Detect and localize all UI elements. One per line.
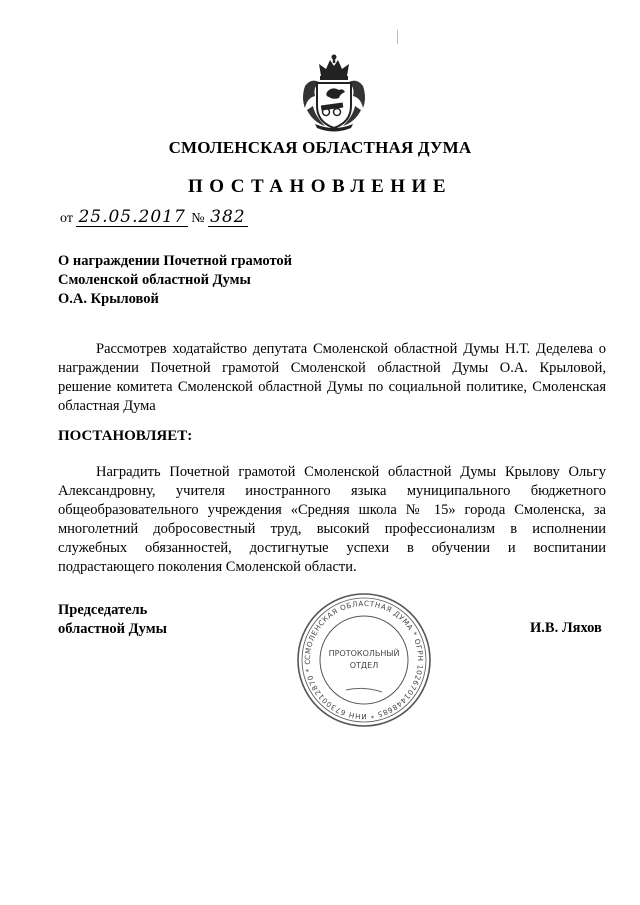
signatory-title-line: Председатель [58,602,148,618]
body-paragraph-2: Наградить Почетной грамотой Смоленской областной Думы Крылову Ольгу Александровну, учителя иностранного языка муниципального бюджетного общеобразовательного учреждения «Средняя школа № 15» города Смоленска, за многолетний добросовестный труд, высокий профессионализм в исполнении служебных обязанностей, достигнутые успехи в обучении и воспитании подрастающего поколения Смоленской области. [58,464,606,575]
subject-line: Смоленской областной Думы [58,272,251,288]
handwritten-date: 25.05.2017 [78,207,186,227]
official-seal-stamp [294,590,434,730]
subject-block [58,252,292,309]
body-paragraph-1: Рассмотрев ходатайство депутата Смоленской областной Думы Н.Т. Деделева о награждении Почетной грамотой Смоленской областной Думы О.А. Крыловой, решение комитета Смоленской областной Думы по социальной политике, Смоленская областная Дума [58,341,606,414]
subject-line: О.А. Крыловой [58,291,159,307]
seal-center-text: ПРОТОКОЛЬНЫЙ [328,649,400,658]
signatory-name: И.В. Ляхов [530,620,602,636]
coat-of-arms-emblem [299,52,369,132]
signatory-title-line: областной Думы [58,621,167,637]
from-label: от [60,211,73,226]
date-number-line [60,208,248,227]
scan-artifact-mark [397,30,398,44]
handwritten-number: 382 [210,207,246,227]
signatory-title [58,601,167,639]
number-label: № [191,211,205,226]
resolves-heading: ПОСТАНОВЛЯЕТ: [58,428,193,444]
organization-title: СМОЛЕНСКАЯ ОБЛАСТНАЯ ДУМА [168,138,472,157]
document-type-title: ПОСТАНОВЛЕНИЕ [187,176,453,197]
subject-line: О награждении Почетной грамотой [58,253,293,269]
seal-center-text: ОТДЕЛ [349,661,379,670]
seal-ring-text: СМОЛЕНСКАЯ ОБЛАСТНАЯ ДУМА * ОГРН 1026701448685 * ИНН 6730012870 * С [302,598,426,722]
